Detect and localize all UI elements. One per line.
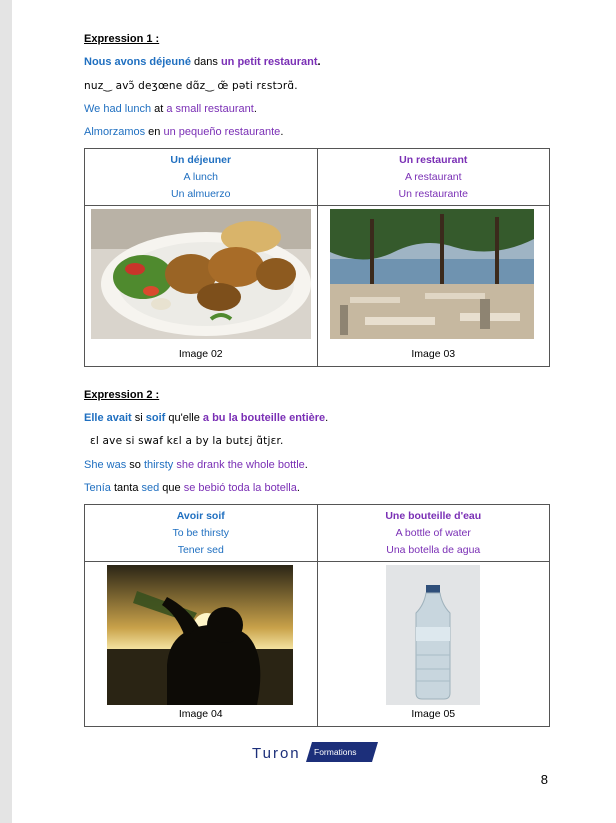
fr-part: Nous avons déjeuné <box>84 56 191 68</box>
vocab-english: To be thirsty <box>172 527 230 539</box>
page-edge <box>0 0 12 823</box>
expression-2-spanish <box>84 482 300 494</box>
vocab-table-2 <box>84 504 550 727</box>
roast-chicken-image <box>91 209 311 339</box>
es-part: Tenía <box>84 482 111 494</box>
vocab-cell <box>85 149 318 206</box>
vocab-cell <box>85 505 318 562</box>
es-part: tanta <box>110 482 142 494</box>
fr-part: Elle avait <box>84 412 132 424</box>
expression-1-spanish <box>84 126 283 138</box>
expression-1-french <box>84 56 321 68</box>
vocab-spanish: Un restaurante <box>398 188 468 200</box>
logo-sub: Formations <box>314 747 357 757</box>
fr-part: . <box>317 56 321 68</box>
es-part: Almorzamos <box>84 126 146 138</box>
restaurant-terrace-image <box>330 209 534 339</box>
fr-part: qu'elle <box>165 412 203 424</box>
fr-part: si <box>131 412 146 424</box>
expression-2-english <box>84 459 308 471</box>
image-caption: Image 04 <box>178 708 223 720</box>
vocab-title: Un déjeuner <box>170 154 232 166</box>
expression-2-phonetic: ɛl ave si swaf kɛl a by la butɛj ɑ̃tjɛr. <box>90 435 284 447</box>
expression-1-english <box>84 103 257 115</box>
es-part: . <box>280 126 284 138</box>
image-cell <box>85 206 318 367</box>
vocab-spanish: Un almuerzo <box>170 188 231 200</box>
vocab-table-1 <box>84 148 550 367</box>
vocab-cell <box>317 149 550 206</box>
expression-1-heading: Expression 1 : <box>84 33 160 45</box>
es-part: en <box>145 126 164 138</box>
vocab-english: A bottle of water <box>395 527 471 539</box>
vocab-english: A restaurant <box>404 171 462 183</box>
en-part: thirsty <box>143 459 174 471</box>
vocab-title: Une bouteille d'eau <box>385 510 482 522</box>
es-part: que <box>159 482 184 494</box>
image-cell <box>317 562 550 727</box>
en-part: She was <box>84 459 127 471</box>
image-caption: Image 02 <box>178 348 223 360</box>
fr-part: dans <box>190 56 221 68</box>
en-part: a small restaurant <box>166 103 254 115</box>
image-caption: Image 05 <box>411 708 456 720</box>
en-part: at <box>151 103 167 115</box>
es-part: . <box>296 482 300 494</box>
image-cell <box>317 206 550 367</box>
es-part: un pequeño restaurante <box>163 126 281 138</box>
fr-part: un petit restaurant <box>220 56 318 68</box>
drinking-silhouette-image <box>107 565 293 705</box>
en-part: . <box>253 103 257 115</box>
en-part: . <box>304 459 308 471</box>
turon-formations-logo <box>250 738 390 768</box>
logo-brand: Turon <box>252 745 301 762</box>
fr-part: . <box>325 412 329 424</box>
vocab-spanish: Tener sed <box>177 544 224 556</box>
en-part: she drank the whole bottle <box>173 459 305 471</box>
image-cell <box>85 562 318 727</box>
fr-part: a bu la bouteille entière <box>202 412 326 424</box>
es-part: sed <box>141 482 160 494</box>
expression-2-heading: Expression 2 : <box>84 389 160 401</box>
water-bottle-image <box>386 565 480 705</box>
vocab-cell <box>317 505 550 562</box>
vocab-english: A lunch <box>183 171 218 183</box>
vocab-title: Avoir soif <box>176 510 225 522</box>
es-part: se bebió toda la botella <box>183 482 297 494</box>
en-part: so <box>126 459 144 471</box>
en-part: We had lunch <box>84 103 152 115</box>
expression-2-french <box>84 412 328 424</box>
vocab-title: Un restaurant <box>399 154 468 166</box>
fr-part: soif <box>145 412 166 424</box>
expression-1-phonetic: nuz‿ avɔ̃ deʒœne dɑ̃z‿ œ̃ pəti rɛstɔrɑ̃. <box>84 80 298 92</box>
vocab-spanish: Una botella de agua <box>386 544 481 556</box>
image-caption: Image 03 <box>411 348 456 360</box>
page-number: 8 <box>540 772 548 787</box>
